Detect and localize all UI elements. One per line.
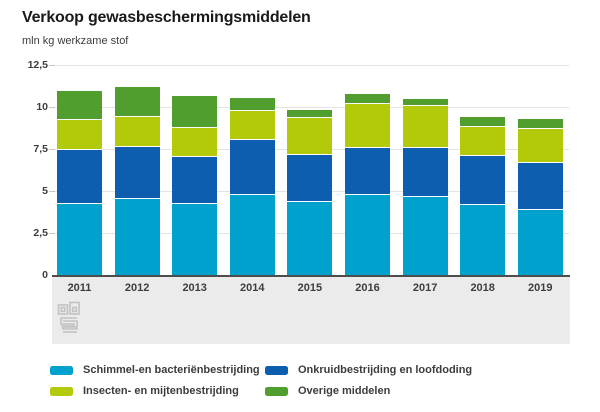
x-tick-label: 2015	[297, 282, 323, 294]
bar-segment[interactable]	[345, 195, 390, 276]
bar-segment[interactable]	[115, 147, 160, 199]
y-tick-label: 10	[36, 101, 48, 113]
stacked-bar-2016[interactable]	[345, 94, 390, 276]
bar-segment[interactable]	[345, 94, 390, 104]
x-tick-label: 2014	[240, 282, 265, 294]
legend-label: Schimmel-en bacteriënbestrijding	[83, 364, 260, 376]
bar-segment[interactable]	[460, 156, 505, 205]
bar-segment[interactable]	[460, 117, 505, 127]
bar-segment[interactable]	[230, 140, 275, 195]
stacked-bar-2012[interactable]	[115, 87, 160, 276]
bar-segment[interactable]	[230, 111, 275, 140]
y-tick-label: 12,5	[27, 59, 48, 71]
bar-segment[interactable]	[518, 129, 563, 163]
stacked-bar-2011[interactable]	[57, 91, 102, 276]
x-tick-label: 2018	[470, 282, 495, 294]
stacked-bar-2013[interactable]	[172, 96, 217, 276]
chart-subtitle: mln kg werkzame stof	[22, 35, 129, 47]
bar-segment[interactable]	[403, 148, 448, 197]
y-tick-label: 2,5	[33, 227, 48, 239]
legend-swatch-insecten	[50, 387, 73, 396]
bar-segment[interactable]	[403, 106, 448, 148]
bar-segment[interactable]	[115, 117, 160, 147]
legend-label: Overige middelen	[298, 385, 391, 397]
bar-segment[interactable]	[230, 195, 275, 276]
legend-swatch-overige	[265, 387, 288, 396]
bar-segment[interactable]	[287, 118, 332, 155]
bar-segment[interactable]	[57, 91, 102, 120]
bar-segment[interactable]	[345, 104, 390, 148]
bar-segment[interactable]	[403, 99, 448, 106]
bar-segment[interactable]	[518, 119, 563, 129]
stacked-bar-2017[interactable]	[403, 99, 448, 276]
chart-title: Verkoop gewasbeschermingsmiddelen	[22, 9, 311, 26]
bar-segment[interactable]	[287, 155, 332, 202]
stacked-bar-2014[interactable]	[230, 98, 275, 276]
bar-segment[interactable]	[115, 87, 160, 117]
bar-segment[interactable]	[172, 157, 217, 204]
bar-segment[interactable]	[57, 150, 102, 204]
bar-segment[interactable]	[460, 205, 505, 276]
legend-swatch-schimmel	[50, 366, 73, 375]
bar-segment[interactable]	[287, 110, 332, 118]
bar-segment[interactable]	[230, 98, 275, 111]
legend-swatch-onkruid	[265, 366, 288, 375]
x-tick-label: 2011	[67, 282, 92, 294]
bar-segment[interactable]	[172, 204, 217, 276]
x-tick-label: 2019	[528, 282, 553, 294]
bar-segment[interactable]	[57, 120, 102, 150]
bar-segment[interactable]	[518, 210, 563, 276]
legend-item-onkruid[interactable]	[265, 364, 570, 376]
bar-segment[interactable]	[115, 199, 160, 276]
bar-segment[interactable]	[287, 202, 332, 276]
y-tick-label: 7,5	[33, 143, 48, 155]
bar-segment[interactable]	[172, 96, 217, 128]
legend-item-insecten[interactable]	[50, 385, 265, 397]
gridline-y-12-5	[55, 65, 569, 66]
stacked-bar-2015[interactable]	[287, 110, 332, 276]
x-tick-label: 2016	[355, 282, 380, 294]
cbs-logo-icon	[57, 301, 84, 339]
bar-segment[interactable]	[345, 148, 390, 195]
stacked-bar-2018[interactable]	[460, 117, 505, 276]
x-tick-label: 2017	[412, 282, 438, 294]
x-tick-label: 2012	[124, 282, 150, 294]
y-tick-label: 5	[42, 185, 48, 197]
x-tick-label: 2013	[182, 282, 207, 294]
legend-label: Insecten- en mijtenbestrijding	[83, 385, 239, 397]
bar-segment[interactable]	[172, 128, 217, 157]
plot-area	[55, 66, 569, 276]
y-tick-label: 0	[42, 269, 48, 281]
legend-item-schimmel[interactable]	[50, 364, 265, 376]
legend-label: Onkruidbestrijding en loofdoding	[298, 364, 473, 376]
legend	[50, 364, 570, 397]
bar-segment[interactable]	[460, 127, 505, 156]
bar-segment[interactable]	[518, 163, 563, 210]
legend-item-overige[interactable]	[265, 385, 570, 397]
bar-segment[interactable]	[57, 204, 102, 276]
stacked-bar-2019[interactable]	[518, 119, 563, 276]
bar-segment[interactable]	[403, 197, 448, 276]
